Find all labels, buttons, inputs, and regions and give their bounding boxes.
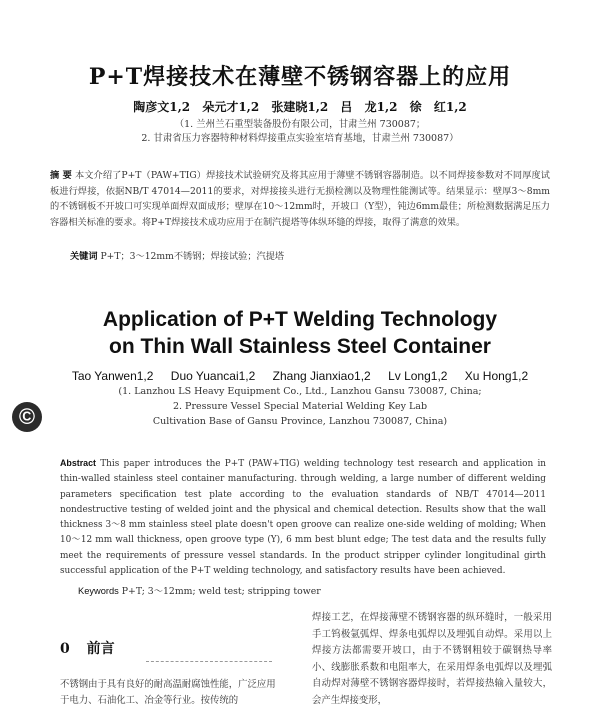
english-title bbox=[0, 306, 600, 360]
author-name: Zhang Jianxiao1,2 bbox=[272, 369, 371, 383]
english-affiliation-2: 2. Pressure Vessel Special Material Welding Key Lab bbox=[172, 401, 428, 412]
author-name: Duo Yuancai1,2 bbox=[170, 369, 256, 383]
chinese-abstract-label: 摘 要 bbox=[50, 170, 72, 181]
section-number: 0 bbox=[60, 641, 70, 657]
chinese-abstract bbox=[50, 168, 550, 230]
english-abstract-label: Abstract bbox=[60, 458, 97, 468]
english-title-line-2: on Thin Wall Stainless Steel Container bbox=[109, 335, 491, 358]
english-authors bbox=[0, 369, 600, 383]
chinese-title: P+T焊接技术在薄壁不锈钢容器上的应用 bbox=[88, 64, 512, 90]
author-name: Lv Long1,2 bbox=[388, 369, 448, 383]
english-affiliation-1: (1. Lanzhou LS Heavy Equipment Co., Ltd., Lanzhou Gansu 730087, China; bbox=[118, 386, 482, 397]
chinese-keywords-text: P+T；3～12mm不锈钢；焊接试验；汽提塔 bbox=[100, 251, 285, 262]
english-abstract bbox=[60, 456, 546, 579]
chinese-abstract-text: 本文介绍了P+T（PAW+TIG）焊接技术试验研究及将其应用于薄壁不锈钢容器制造。以不同焊接参数对不同厚度试板进行焊接，依据NB/T 47014—2011的要求，对焊接接头进行无损检测以及物理性能测试等。结果显示：壁厚3～8mm的不锈钢板不开坡口可实现单面焊双面成形；壁厚在10～12mm时，开坡口（Y型），钝边6mm最佳；所检测数据满足压力容器相关标准的要求。将P+T焊接技术成功应用于在制汽提塔等体纵环缝的焊接，取得了满意的效果。 bbox=[50, 170, 550, 228]
english-keywords-text: P+T; 3～12mm; weld test; stripping tower bbox=[121, 586, 321, 597]
body-text-right-column: 焊接工艺，在焊接薄壁不锈钢容器的纵环缝时，一般采用手工钨极氩弧焊、焊条电弧焊以及埋弧自动焊。采用以上焊接方法都需要开坡口，由于不锈钢粗较于碳钢热导率小、线膨胀系数和电阻率大，在采用焊条电弧焊以及埋弧自动焊对薄壁不锈钢容器焊接时，若焊接热输入量较大，会产生焊接变形， bbox=[312, 612, 552, 706]
english-keywords-label: Keywords bbox=[78, 586, 119, 596]
section-divider bbox=[146, 661, 272, 662]
english-keywords bbox=[78, 583, 321, 597]
author-name: Xu Hong1,2 bbox=[464, 369, 529, 383]
chinese-keywords bbox=[70, 248, 550, 262]
body-text-left-column: 不锈钢由于具有良好的耐高温耐腐蚀性能，广泛应用于电力、石油化工、冶金等行业。按传统的 bbox=[60, 679, 276, 706]
section-title: 前言 bbox=[86, 641, 115, 657]
chinese-authors: 陶彦文1,2 朵元才1,2 张建晓1,2 吕 龙1,2 徐 红1,2 bbox=[133, 100, 467, 114]
english-title-line-1: Application of P+T Welding Technology bbox=[102, 308, 498, 331]
copyright-icon: © bbox=[12, 402, 42, 432]
author-name: Tao Yanwen1,2 bbox=[71, 369, 154, 383]
english-affiliation-3: Cultivation Base of Gansu Province, Lanzhou 730087, China) bbox=[152, 416, 448, 427]
chinese-affiliation-2: 2. 甘肃省压力容器特种材料焊接重点实验室培育基地，甘肃兰州 730087） bbox=[141, 133, 459, 144]
section-heading bbox=[60, 638, 115, 658]
english-abstract-text: This paper introduces the P+T (PAW+TIG) welding technology test research and application in thin-walled stainless steel container manufacturing. through welding, a large number of different welding parameters specification test plate according to the evaluation standards of NB/T 47014—2011 nondestructive testing of welded joint and the physical and chemical detection. Results show that the wall thickness 3～8 mm stainless steel plate doesn't open groove can realize one-side welding of molding; When 10～12 mm wall thickness, open groove type (Y), 6 mm best blunt edge; The test data and the results fully meet the requirements of pressure vessel standards. In the product stripper cylinder longitudinal girth successful application of the P+T welding technology, and satisfactory results have been achieved. bbox=[60, 459, 547, 577]
chinese-affiliation-1: （1. 兰州兰石重型装备股份有限公司，甘肃兰州 730087； bbox=[174, 119, 426, 130]
chinese-keywords-label: 关键词 bbox=[70, 251, 98, 262]
